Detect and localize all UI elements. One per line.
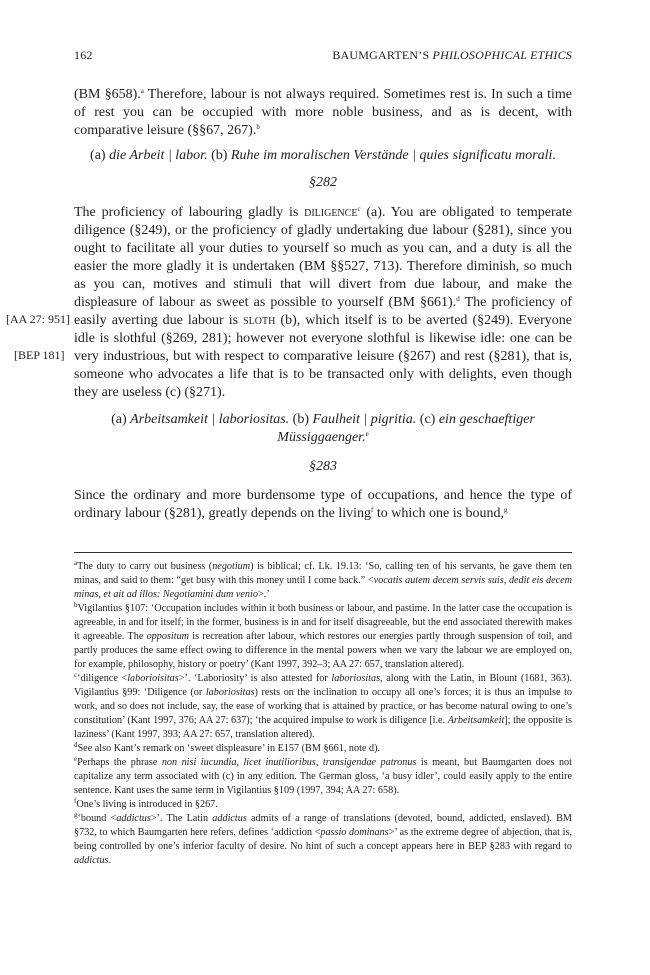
paragraph-282: The proficiency of labouring gladly is diligence$^c$ (a). You are obligated to temperate diligence (§249), or the proficiency of gladly undertaking due labour (§281), since you ought to facilitate all your duties to yourself so much as you can, and a duty is all the easier the more gladly it is undertaken (BM §§527, 713). Therefore diminish, so much as you can, motives and stimuli that will divert from due labour, and make the displeasure of labour as sweet as possible to yourself (BM §661).$^d$ The proficiency of easily averting due labour is sloth (b), which itself is to be averted (§249). Everyone idle is slothful (§269, 281); however not everyone slothful is likewise idle: one can be very industrious, but with respect to comparative leisure (§267) and rest (§281), that is, someone who advocates a life that is to be transacted only with delights, even though they are useless (c) (§271). — [74, 205, 573, 400]
footnote-ref-b[interactable]: b — [256, 123, 260, 131]
footnote-ref-f[interactable]: f — [371, 506, 374, 514]
gloss-281: (a) die Arbeit | labor. (b) Ruhe im moralischen Verstände | quies significatu morali. — [90, 148, 556, 163]
footnote-b: $^b$Vigilantius §107: ‘Occupation includes within it both business or labour, and pastime. In the latter case the occupation is agreeable, in and for itself; in the former, business is in and for itself disagreeable, but the end associated therewith makes it agreeable. The oppositum is recreation after labour, which restores our energies partly through suspension of toil, and partly produces the same effect owing to difference in the mental powers when we vary the labour we are employed on, for example, philosophy, history or poetry’ (Kant 1997, 392–3; AA 27: 657, translation altered). — [74, 601, 572, 670]
footnote-d: $^d$See also Kant’s remark on ‘sweet displeasure’ in E157 (BM §661, note d). — [74, 741, 381, 754]
footnote-g: $^g$‘bound <addictus>’. The Latin addictus admits of a range of translations (devoted, bound, addicted, enslaved). BM §732, to which Baumgarten here refers, defines ‘addiction <passio dominans>’ as the extreme degree of abjection, that is, being controlled by one’s inferior faculty of desire. No hint of such a concept appears here in BEP §283 with regard to addictus. — [74, 811, 572, 866]
page-number: 162 — [74, 48, 93, 62]
running-header — [74, 48, 572, 64]
footnote-ref-g[interactable]: g — [504, 506, 508, 514]
footnote-c: $^c$‘diligence <laborioisitas>’. ‘Laboriosity’ is also attested for laboriositas, along with the Latin, in Blount (1681, 363). Vigilantius §99: ‘Diligence (or laboriositas) rests on the inclination to occupy all one’s forces; it is thus an impulse to work, and so does not include, say, the ease of working that is attained by practice, or has become natural owing to one’s constitution’ (Kant 1997, 376; AA 27: 637); ‘the acquired impulse to work is diligence [i.e. Arbeitsamkeit]; the opposite is laziness’ (Kant 1997, 393; AA 27: 657, translation altered). — [74, 671, 573, 740]
margin-ref-bep: [BEP 181] — [14, 348, 65, 362]
footnote-rule — [74, 552, 572, 553]
section-heading-283: §283 — [309, 459, 337, 474]
footnote-f: $^f$One’s living is introduced in §267. — [74, 797, 218, 810]
footnote-e: $^e$Perhaps the phrase non nisi iucundia, licet inutilioribus, transigendae patronus is meant, but Baumgarten does not capitalize any term associated with (c) in any edition. The German gloss, ‘a busy idler’, could easily apply to the entire sentence. Kant uses the same term in Vigilantius §109 (1997, 394; AA 27: 658). — [74, 755, 572, 796]
footnote-a: $^a$The duty to carry out business (negotium) is biblical; cf. Lk. 19.13: ‘So, calling ten of his servants, he gave them ten minas, and said to them: “get busy with this money until I come back.” <vocatis autem decem servis suis, dedit eis decem minas, et ait ad illos: Negotiamini dum venio>.’ — [74, 559, 573, 600]
footnote-ref-c[interactable]: c — [357, 205, 361, 213]
section-heading-282: §282 — [309, 175, 337, 190]
running-title: BAUMGARTEN’S PHILOSOPHICAL ETHICS — [332, 48, 572, 62]
footnotes — [74, 560, 572, 868]
gloss-282: (a) Arbeitsamkeit | laboriositas. (b) Faulheit | pigritia. (c) ein geschaeftiger Müssiggaenger.$^e$ — [111, 412, 535, 445]
paragraph-continuation: (BM §658).$^a$ Therefore, labour is not always required. Sometimes rest is. In such a time of rest you can be occupied with more noble business, and as is decent, with comparative leisure (§§67, 267).$^b$ — [74, 87, 572, 138]
footnote-ref-a[interactable]: a — [140, 87, 144, 95]
margin-ref-aa: [AA 27: 951] — [6, 312, 70, 326]
footnote-ref-e[interactable]: e — [365, 430, 369, 438]
footnote-ref-d[interactable]: d — [456, 295, 460, 303]
paragraph-283: Since the ordinary and more burdensome type of occupations, and hence the type of ordinary labour (§281), greatly depends on the living$^f$ to which one is bound,$^g$ — [74, 488, 572, 521]
